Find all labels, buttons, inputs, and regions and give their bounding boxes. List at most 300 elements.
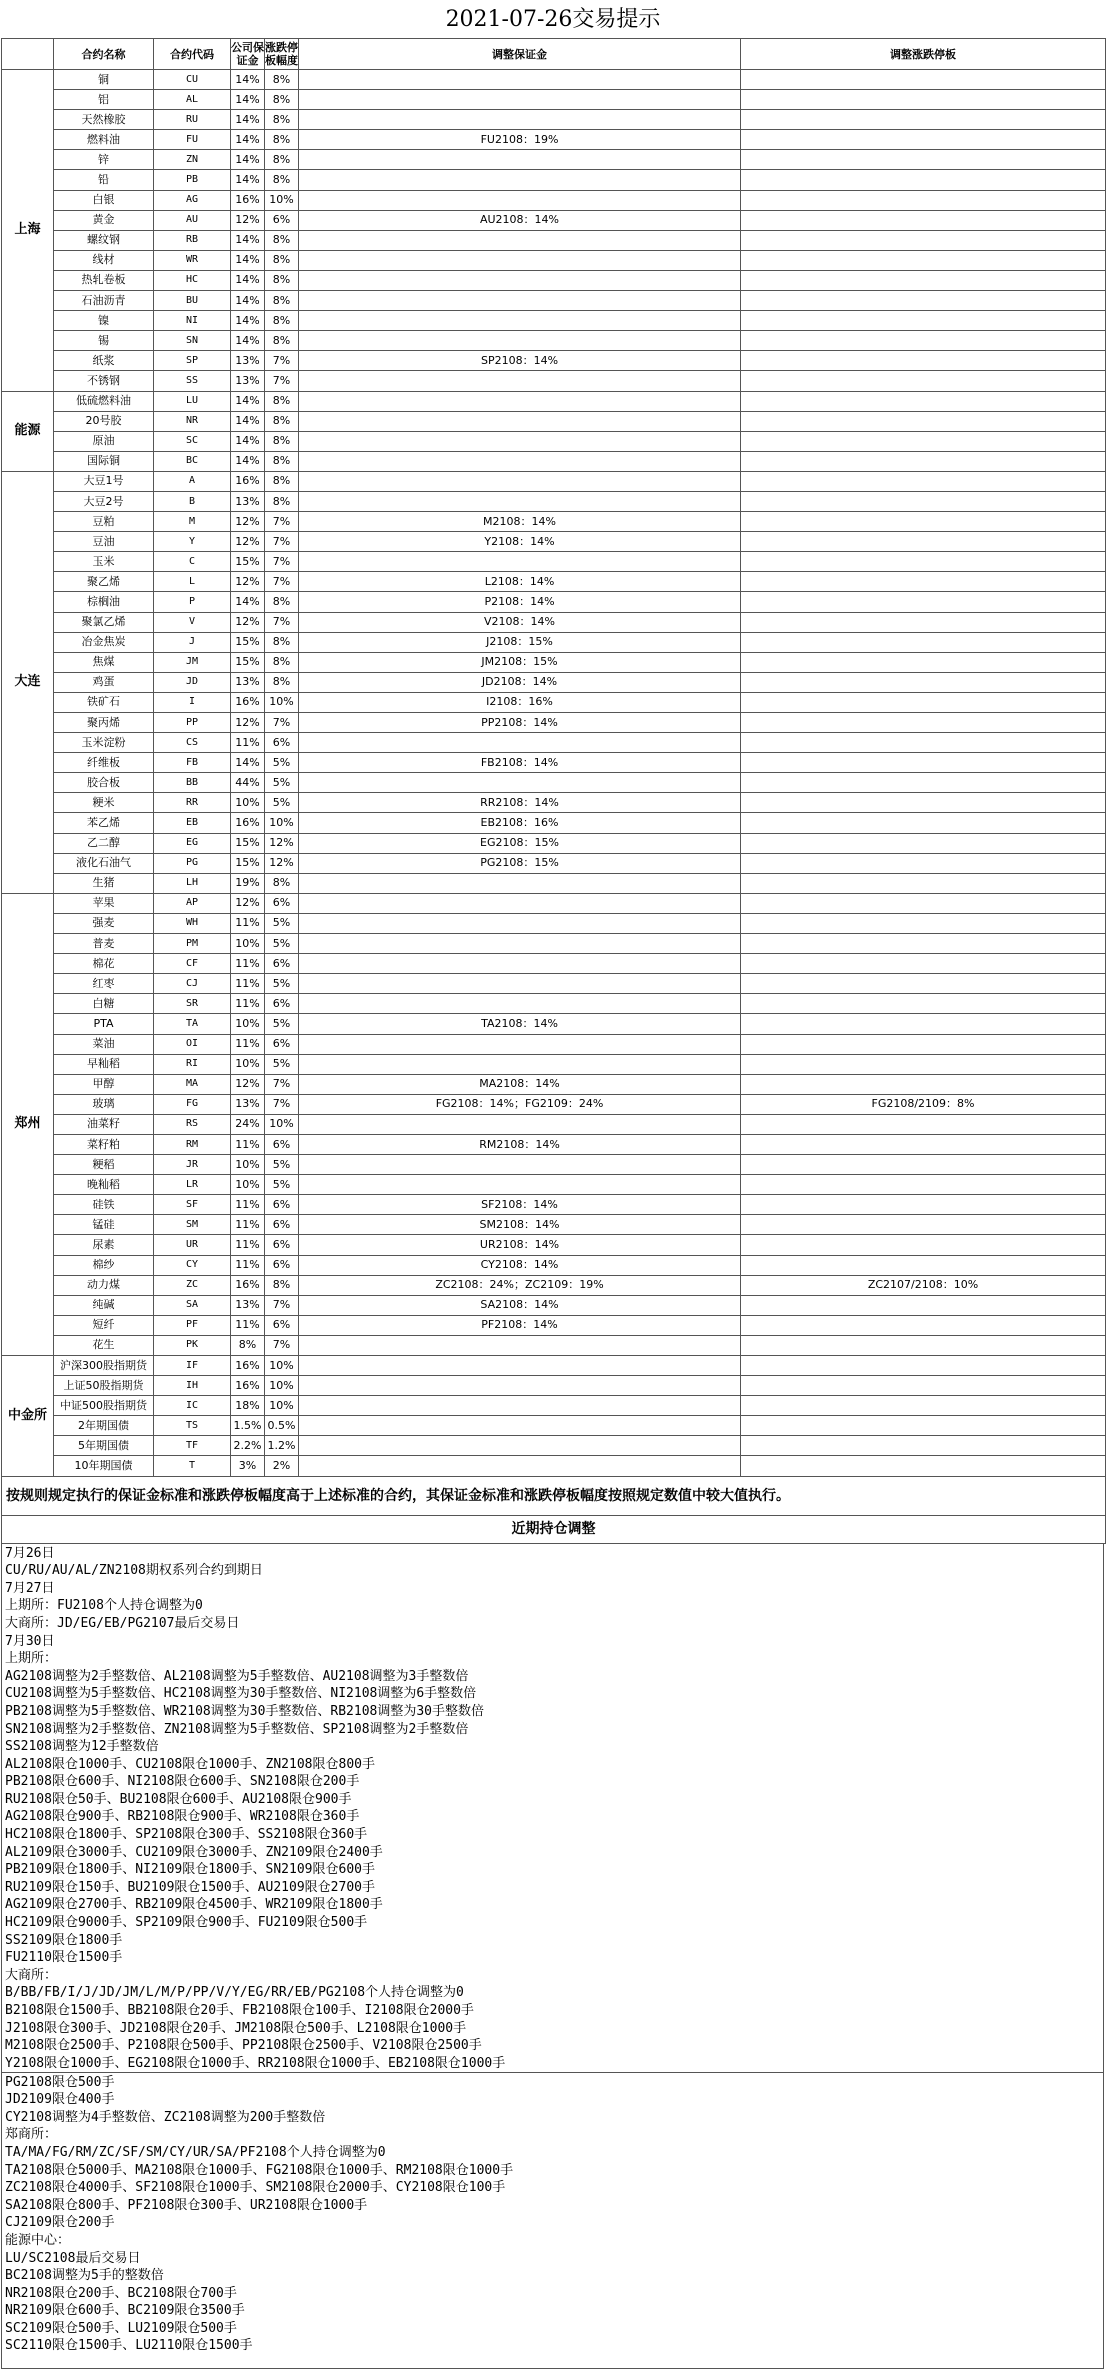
margin-adj: SA2108：14% (299, 1295, 741, 1315)
limit-adj (741, 1335, 1106, 1355)
exchange-label: 大连 (2, 471, 54, 893)
schedule-line: B/BB/FB/I/J/JD/JM/L/M/P/PP/V/Y/EG/RR/EB/PG2108个人持仓调整为0 (5, 1985, 464, 2001)
schedule-line: 7月30日 (5, 1633, 55, 1649)
table-row (2, 934, 1106, 954)
contract-name: 乙二醇 (54, 833, 154, 853)
limit: 5% (265, 913, 299, 933)
contract-code: OI (154, 1034, 231, 1054)
contract-name: 沪深300股指期货 (54, 1356, 154, 1376)
margin-adj (299, 773, 741, 793)
margin-adj (299, 250, 741, 270)
margin-adj: L2108：14% (299, 572, 741, 592)
contract-code: CU (154, 70, 231, 90)
margin-adj (299, 311, 741, 331)
margin-adj (299, 150, 741, 170)
table-row (2, 451, 1106, 471)
contract-name: 豆油 (54, 532, 154, 552)
contract-code: RU (154, 110, 231, 130)
table-row (2, 833, 1106, 853)
limit-adj (741, 311, 1106, 331)
header-limit: 涨跌停板幅度 (265, 39, 299, 70)
contract-name: 铁矿石 (54, 692, 154, 712)
contract-name: 2年期国债 (54, 1416, 154, 1436)
contract-name: 铅 (54, 170, 154, 190)
table-row (2, 1295, 1106, 1315)
schedule-line: 能源中心： (5, 2232, 71, 2248)
margin-adj: P2108：14% (299, 592, 741, 612)
limit: 8% (265, 331, 299, 351)
limit-adj (741, 250, 1106, 270)
table-row (2, 1235, 1106, 1255)
limit-adj (741, 451, 1106, 471)
contract-name: 5年期国债 (54, 1436, 154, 1456)
contract-code: V (154, 612, 231, 632)
limit: 5% (265, 1054, 299, 1074)
margin: 10% (231, 1054, 265, 1074)
limit-adj (741, 1416, 1106, 1436)
contract-code: TF (154, 1436, 231, 1456)
limit: 10% (265, 1356, 299, 1376)
contract-name: 花生 (54, 1335, 154, 1355)
limit: 7% (265, 1295, 299, 1315)
margin-adj (299, 1335, 741, 1355)
margin: 24% (231, 1114, 265, 1134)
schedule-line: RU2108限仓50手、BU2108限仓600手、AU2108限仓900手 (5, 1791, 352, 1807)
contract-name: 普麦 (54, 934, 154, 954)
limit: 10% (265, 1396, 299, 1416)
margin: 10% (231, 934, 265, 954)
contract-name: 苹果 (54, 893, 154, 913)
schedule-line: TA2108限仓5000手、MA2108限仓1000手、FG2108限仓1000手、RM2108限仓1000手 (5, 2162, 514, 2178)
table-row (2, 491, 1106, 511)
contract-name: 不锈钢 (54, 371, 154, 391)
margin: 11% (231, 913, 265, 933)
limit: 12% (265, 833, 299, 853)
contract-code: T (154, 1456, 231, 1476)
limit-adj (741, 1295, 1106, 1315)
margin: 16% (231, 471, 265, 491)
margin: 11% (231, 733, 265, 753)
exchange-label: 能源 (2, 391, 54, 471)
rule-note: 按规则规定执行的保证金标准和涨跌停板幅度高于上述标准的合约，其保证金标准和涨跌停板幅度按照规定数值中较大值执行。 (1, 1477, 1106, 1516)
table-row (2, 371, 1106, 391)
schedule-line: JD2109限仓400手 (5, 2092, 115, 2108)
margin: 15% (231, 552, 265, 572)
limit: 7% (265, 572, 299, 592)
schedule-line: AG2108限仓900手、RB2108限仓900手、WR2108限仓360手 (5, 1809, 360, 1825)
table-row (2, 612, 1106, 632)
table-row (2, 250, 1106, 270)
contract-code: RI (154, 1054, 231, 1074)
limit: 6% (265, 893, 299, 913)
limit-adj (741, 471, 1106, 491)
limit: 8% (265, 250, 299, 270)
margin: 12% (231, 1074, 265, 1094)
limit: 8% (265, 230, 299, 250)
limit-adj (741, 1396, 1106, 1416)
margin: 13% (231, 1295, 265, 1315)
contract-code: M (154, 512, 231, 532)
schedule-line: BC2108调整为5手的整数倍 (5, 2268, 164, 2284)
margin-adj: PP2108：14% (299, 713, 741, 733)
margin-adj (299, 110, 741, 130)
table-row (2, 713, 1106, 733)
margin-adj: EG2108：15% (299, 833, 741, 853)
contract-code: AG (154, 190, 231, 210)
limit: 8% (265, 592, 299, 612)
contract-code: J (154, 632, 231, 652)
trading-table (1, 38, 1106, 1477)
margin: 11% (231, 1134, 265, 1154)
contract-code: SR (154, 994, 231, 1014)
margin-adj (299, 291, 741, 311)
limit-adj (741, 954, 1106, 974)
contract-code: PM (154, 934, 231, 954)
table-row (2, 411, 1106, 431)
contract-name: 菜油 (54, 1034, 154, 1054)
margin-adj: J2108：15% (299, 632, 741, 652)
margin: 11% (231, 1195, 265, 1215)
table-row (2, 672, 1106, 692)
limit-adj (741, 70, 1106, 90)
margin: 14% (231, 150, 265, 170)
limit-adj (741, 1054, 1106, 1074)
margin: 11% (231, 1034, 265, 1054)
margin-adj (299, 70, 741, 90)
contract-code: JR (154, 1155, 231, 1175)
margin-adj (299, 331, 741, 351)
limit: 5% (265, 793, 299, 813)
contract-name: 晚籼稻 (54, 1175, 154, 1195)
contract-name: 苯乙烯 (54, 813, 154, 833)
table-row (2, 70, 1106, 90)
margin: 16% (231, 692, 265, 712)
table-row (2, 692, 1106, 712)
limit: 8% (265, 110, 299, 130)
table-row (2, 190, 1106, 210)
schedule-line: TA/MA/FG/RM/ZC/SF/SM/CY/UR/SA/PF2108个人持仓调整为0 (5, 2144, 386, 2160)
table-row (2, 974, 1106, 994)
contract-code: AP (154, 893, 231, 913)
contract-name: 强麦 (54, 913, 154, 933)
limit-adj (741, 391, 1106, 411)
contract-name: 棉花 (54, 954, 154, 974)
header-margin: 公司保证金 (231, 39, 265, 70)
table-row (2, 813, 1106, 833)
limit: 6% (265, 994, 299, 1014)
contract-code: PP (154, 713, 231, 733)
table-row (2, 913, 1106, 933)
schedule-block-1 (1, 1544, 1104, 2073)
limit-adj (741, 1456, 1106, 1476)
limit: 6% (265, 1235, 299, 1255)
contract-code: SC (154, 431, 231, 451)
contract-code: LH (154, 873, 231, 893)
schedule-line: SN2108调整为2手整数倍、ZN2108调整为5手整数倍、SP2108调整为2手整数倍 (5, 1721, 469, 1737)
schedule-line: FU2110限仓1500手 (5, 1950, 123, 1966)
section-title: 近期持仓调整 (1, 1516, 1106, 1544)
limit-adj (741, 190, 1106, 210)
contract-name: 胶合板 (54, 773, 154, 793)
margin: 16% (231, 1275, 265, 1295)
limit: 6% (265, 1215, 299, 1235)
contract-code: RM (154, 1134, 231, 1154)
limit-adj (741, 431, 1106, 451)
margin: 13% (231, 491, 265, 511)
schedule-line: SS2108调整为12手整数倍 (5, 1739, 159, 1755)
schedule-line: SA2108限仓800手、PF2108限仓300手、UR2108限仓1000手 (5, 2197, 368, 2213)
table-row (2, 110, 1106, 130)
contract-code: LR (154, 1175, 231, 1195)
limit: 7% (265, 371, 299, 391)
margin: 14% (231, 431, 265, 451)
contract-code: FU (154, 130, 231, 150)
margin: 14% (231, 170, 265, 190)
contract-name: 聚丙烯 (54, 713, 154, 733)
margin-adj: PG2108：15% (299, 853, 741, 873)
margin-adj (299, 913, 741, 933)
margin: 11% (231, 994, 265, 1014)
limit-adj (741, 110, 1106, 130)
contract-code: CF (154, 954, 231, 974)
margin-adj (299, 371, 741, 391)
contract-code: TA (154, 1014, 231, 1034)
table-row (2, 1094, 1106, 1114)
contract-code: AL (154, 90, 231, 110)
table-row (2, 1335, 1106, 1355)
contract-code: CS (154, 733, 231, 753)
margin-adj: SP2108：14% (299, 351, 741, 371)
margin: 14% (231, 753, 265, 773)
table-row (2, 512, 1106, 532)
limit: 8% (265, 70, 299, 90)
margin-adj: FG2108：14%；FG2109：24% (299, 1094, 741, 1114)
limit-adj (741, 512, 1106, 532)
margin-adj: RR2108：14% (299, 793, 741, 813)
contract-code: WR (154, 250, 231, 270)
limit: 10% (265, 1376, 299, 1396)
schedule-line: M2108限仓2500手、P2108限仓500手、PP2108限仓2500手、V2108限仓2500手 (5, 2038, 482, 2054)
limit: 6% (265, 1034, 299, 1054)
schedule-line: 郑商所： (5, 2127, 58, 2143)
margin: 14% (231, 90, 265, 110)
table-row (2, 1356, 1106, 1376)
schedule-line: AL2108限仓1000手、CU2108限仓1000手、ZN2108限仓800手 (5, 1756, 375, 1772)
contract-name: 动力煤 (54, 1275, 154, 1295)
margin-adj (299, 471, 741, 491)
limit: 8% (265, 391, 299, 411)
margin-adj (299, 994, 741, 1014)
limit: 8% (265, 431, 299, 451)
margin: 13% (231, 351, 265, 371)
header-name: 合约名称 (54, 39, 154, 70)
contract-code: PB (154, 170, 231, 190)
contract-name: 铜 (54, 70, 154, 90)
limit: 5% (265, 1014, 299, 1034)
limit-adj (741, 1195, 1106, 1215)
contract-name: 铝 (54, 90, 154, 110)
schedule-line: 上期所：FU2108个人持仓调整为0 (5, 1598, 203, 1614)
margin-adj (299, 1376, 741, 1396)
limit: 7% (265, 512, 299, 532)
margin-adj (299, 1456, 741, 1476)
margin: 11% (231, 1215, 265, 1235)
table-row (2, 90, 1106, 110)
margin-adj (299, 170, 741, 190)
limit-adj (741, 130, 1106, 150)
limit: 7% (265, 532, 299, 552)
margin: 10% (231, 793, 265, 813)
margin: 12% (231, 893, 265, 913)
contract-code: PG (154, 853, 231, 873)
contract-name: 玉米 (54, 552, 154, 572)
limit: 0.5% (265, 1416, 299, 1436)
margin: 18% (231, 1396, 265, 1416)
margin: 14% (231, 592, 265, 612)
schedule-line: NR2108限仓200手、BC2108限仓700手 (5, 2285, 237, 2301)
limit-adj (741, 270, 1106, 290)
table-row (2, 853, 1106, 873)
schedule-line: ZC2108限仓4000手、SF2108限仓1000手、SM2108限仓2000手、CY2108限仓100手 (5, 2180, 506, 2196)
table-row (2, 1396, 1106, 1416)
contract-code: AU (154, 210, 231, 230)
table-row (2, 1134, 1106, 1154)
margin-adj (299, 270, 741, 290)
page-title: 2021-07-26交易提示 (445, 7, 661, 32)
table-row (2, 1114, 1106, 1134)
schedule-line: PB2108调整为5手整数倍、WR2108调整为30手整数倍、RB2108调整为30手整数倍 (5, 1703, 485, 1719)
margin-adj: AU2108：14% (299, 210, 741, 230)
margin-adj: JD2108：14% (299, 672, 741, 692)
limit-adj (741, 150, 1106, 170)
schedule-line: 大商所：JD/EG/EB/PG2107最后交易日 (5, 1615, 240, 1631)
schedule-line: SS2109限仓1800手 (5, 1932, 123, 1948)
margin: 10% (231, 1155, 265, 1175)
margin: 14% (231, 130, 265, 150)
limit-adj: ZC2107/2108：10% (741, 1275, 1106, 1295)
table-row (2, 1074, 1106, 1094)
margin-adj: SF2108：14% (299, 1195, 741, 1215)
margin-adj (299, 1175, 741, 1195)
schedule-line: AL2109限仓3000手、CU2109限仓3000手、ZN2109限仓2400手 (5, 1844, 383, 1860)
contract-code: EG (154, 833, 231, 853)
limit: 8% (265, 130, 299, 150)
margin-adj (299, 552, 741, 572)
margin: 44% (231, 773, 265, 793)
schedule-line: CU2108调整为5手整数倍、HC2108调整为30手整数倍、NI2108调整为6手整数倍 (5, 1686, 477, 1702)
contract-code: L (154, 572, 231, 592)
schedule-line: PG2108限仓500手 (5, 2074, 115, 2090)
contract-code: B (154, 491, 231, 511)
margin-adj: Y2108：14% (299, 532, 741, 552)
limit: 8% (265, 652, 299, 672)
table-row (2, 1416, 1106, 1436)
limit-adj (741, 1215, 1106, 1235)
table-row (2, 230, 1106, 250)
margin-adj (299, 954, 741, 974)
table-row (2, 331, 1106, 351)
header-limit-adj: 调整涨跌停板 (741, 39, 1106, 70)
schedule-line: HC2109限仓9000手、SP2109限仓900手、FU2109限仓500手 (5, 1915, 368, 1931)
contract-code: SF (154, 1195, 231, 1215)
margin: 10% (231, 1175, 265, 1195)
table-row (2, 1014, 1106, 1034)
limit-adj: FG2108/2109：8% (741, 1094, 1106, 1114)
limit-adj (741, 1436, 1106, 1456)
header-row (2, 39, 1106, 70)
limit-adj (741, 1034, 1106, 1054)
limit-adj (741, 713, 1106, 733)
margin: 16% (231, 1356, 265, 1376)
limit: 10% (265, 190, 299, 210)
limit-adj (741, 893, 1106, 913)
table-row (2, 1255, 1106, 1275)
contract-name: 聚乙烯 (54, 572, 154, 592)
limit: 8% (265, 451, 299, 471)
contract-code: FB (154, 753, 231, 773)
margin: 12% (231, 512, 265, 532)
limit-adj (741, 1356, 1106, 1376)
margin-adj: CY2108：14% (299, 1255, 741, 1275)
limit-adj (741, 1175, 1106, 1195)
margin-adj: PF2108：14% (299, 1315, 741, 1335)
schedule-line: 大商所： (5, 1967, 58, 1983)
margin-adj (299, 873, 741, 893)
margin-adj: TA2108：14% (299, 1014, 741, 1034)
schedule-line: 7月27日 (5, 1580, 55, 1596)
limit: 8% (265, 632, 299, 652)
margin-adj (299, 1054, 741, 1074)
contract-name: 原油 (54, 431, 154, 451)
contract-code: IF (154, 1356, 231, 1376)
contract-name: 天然橡胶 (54, 110, 154, 130)
table-row (2, 1376, 1106, 1396)
contract-name: 20号胶 (54, 411, 154, 431)
schedule-line: SC2109限仓500手、LU2109限仓500手 (5, 2320, 237, 2336)
margin: 14% (231, 230, 265, 250)
margin-adj (299, 431, 741, 451)
table-row (2, 130, 1106, 150)
limit-adj (741, 1376, 1106, 1396)
limit: 8% (265, 90, 299, 110)
limit: 8% (265, 170, 299, 190)
margin: 12% (231, 713, 265, 733)
table-row (2, 1275, 1106, 1295)
limit-adj (741, 813, 1106, 833)
margin-adj: FB2108：14% (299, 753, 741, 773)
table-row (2, 733, 1106, 753)
limit: 5% (265, 753, 299, 773)
table-row (2, 311, 1106, 331)
contract-name: 菜籽粕 (54, 1134, 154, 1154)
contract-code: NR (154, 411, 231, 431)
contract-code: SA (154, 1295, 231, 1315)
table-row (2, 954, 1106, 974)
contract-name: 短纤 (54, 1315, 154, 1335)
limit-adj (741, 572, 1106, 592)
margin-adj (299, 1436, 741, 1456)
margin: 11% (231, 1315, 265, 1335)
contract-name: 锌 (54, 150, 154, 170)
limit: 6% (265, 733, 299, 753)
schedule-line: Y2108限仓1000手、EG2108限仓1000手、RR2108限仓1000手、EB2108限仓1000手 (5, 2055, 506, 2071)
margin-adj: ZC2108：24%；ZC2109：19% (299, 1275, 741, 1295)
margin: 13% (231, 1094, 265, 1114)
margin: 3% (231, 1456, 265, 1476)
limit: 8% (265, 471, 299, 491)
table-row (2, 1195, 1106, 1215)
contract-code: RS (154, 1114, 231, 1134)
